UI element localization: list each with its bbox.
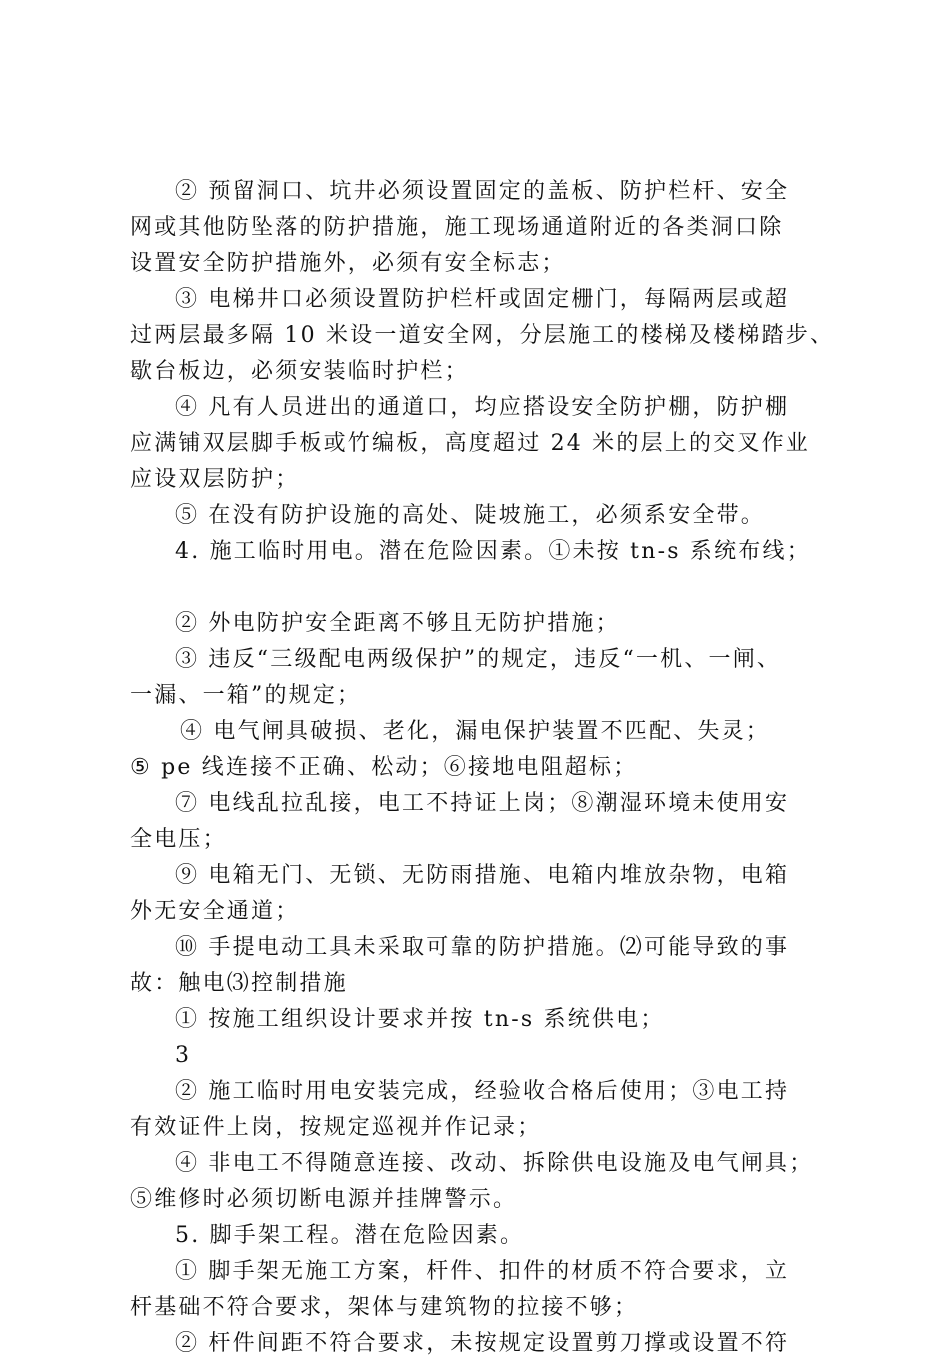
- page-number: 3: [175, 1043, 192, 1068]
- paragraph-line: ④ 电气闸具破损、老化，漏电保护装置不匹配、失灵；: [180, 719, 770, 744]
- paragraph-line: ⑦ 电线乱拉乱接，电工不持证上岗；⑧潮湿环境未使用安: [175, 791, 790, 816]
- paragraph-line: ⑤ 在没有防护设施的高处、陡坡施工，必须系安全带。: [175, 503, 765, 528]
- blank-line: [130, 570, 870, 606]
- section-heading-line: 4. 施工临时用电。潜在危险因素。①未按 tn-s 系统布线；: [175, 539, 811, 564]
- paragraph-line: ④ 非电工不得随意连接、改动、拆除供电设施及电气闸具；: [175, 1151, 814, 1176]
- paragraph-line: ③ 电梯井口必须设置防护栏杆或固定栅门，每隔两层或超: [175, 287, 790, 312]
- paragraph-line: 全电压；: [130, 827, 227, 852]
- paragraph-line: 故：触电⑶控制措施: [130, 971, 348, 996]
- paragraph-line: 有效证件上岗，按规定巡视并作记录；: [130, 1115, 542, 1140]
- paragraph-line: ② 杆件间距不符合要求，未按规定设置剪刀撑或设置不符: [175, 1331, 790, 1356]
- paragraph-line: ③ 违反“三级配电两级保护”的规定，违反“一机、一闸、: [175, 647, 782, 672]
- paragraph-line: ④ 凡有人员进出的通道口，均应搭设安全防护棚，防护棚: [175, 395, 790, 420]
- paragraph-line: 应满铺双层脚手板或竹编板，高度超过 24 米的层上的交叉作业: [130, 431, 810, 456]
- paragraph-line: ⑤维修时必须切断电源并挂牌警示。: [130, 1187, 518, 1212]
- paragraph-line: 歇台板边，必须安装临时护栏；: [130, 359, 469, 384]
- paragraph-line: ① 脚手架无施工方案，杆件、扣件的材质不符合要求，立: [175, 1259, 790, 1284]
- paragraph-line: ① 按施工组织设计要求并按 tn-s 系统供电；: [175, 1007, 665, 1032]
- body-text: [130, 174, 870, 1362]
- paragraph-line: ⑤ pe 线连接不正确、松动；⑥接地电阻超标；: [130, 755, 638, 780]
- paragraph-line: ② 预留洞口、坑井必须设置固定的盖板、防护栏杆、安全: [175, 179, 790, 204]
- paragraph-line: 过两层最多隔 10 米设一道安全网，分层施工的楼梯及楼梯踏步、: [130, 323, 835, 348]
- paragraph-line: ⑩ 手提电动工具未采取可靠的防护措施。⑵可能导致的事: [175, 935, 790, 960]
- paragraph-line: 杆基础不符合要求，架体与建筑物的拉接不够；: [130, 1295, 639, 1320]
- paragraph-line: 网或其他防坠落的防护措施，施工现场通道附近的各类洞口除: [130, 215, 784, 240]
- paragraph-line: 应设双层防护；: [130, 467, 300, 492]
- paragraph-line: ② 施工临时用电安装完成，经验收合格后使用；③电工持: [175, 1079, 790, 1104]
- paragraph-line: 设置安全防护措施外，必须有安全标志；: [130, 251, 566, 276]
- paragraph-line: ⑨ 电箱无门、无锁、无防雨措施、电箱内堆放杂物，电箱: [175, 863, 790, 888]
- paragraph-line: ② 外电防护安全距离不够且无防护措施；: [175, 611, 620, 636]
- paragraph-line: 一漏、一箱”的规定；: [130, 683, 362, 708]
- section-heading-line: 5. 脚手架工程。潜在危险因素。: [175, 1223, 525, 1248]
- paragraph-line: 外无安全通道；: [130, 899, 300, 924]
